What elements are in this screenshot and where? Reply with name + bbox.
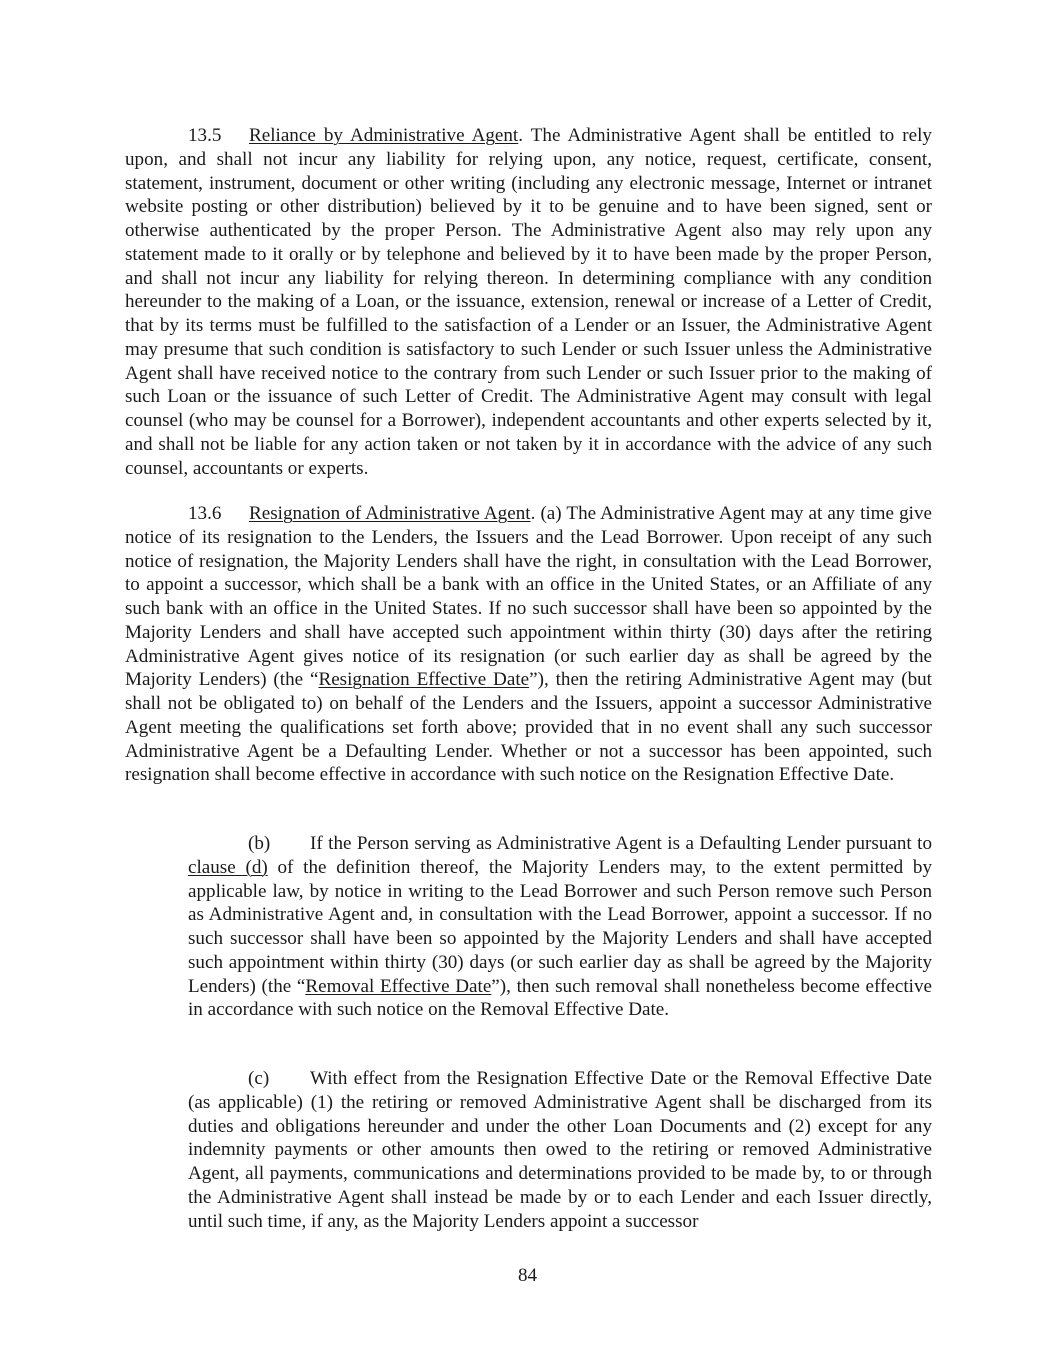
section-body: . The Administrative Agent shall be entitled to rely upon, and shall not incur any liability for relying upon, any notice, request, certificate, consent, statement, instrument, document or other writing (including any electronic message, Internet or intranet website posting or other distribution) believed by it to be genuine and to have been signed, sent or otherwise authenticated by the proper Person. The Administrative Agent also may rely upon any statement made to it orally or by telephone and believed by it to have been made by the proper Person, and shall not incur any liability for relying thereon. In determining compliance with any condition hereunder to the making of a Loan, or the issuance, extension, renewal or increase of a Letter of Credit, that by its terms must be fulfilled to the satisfaction of a Lender or an Issuer, the Administrative Agent may presume that such condition is satisfactory to such Lender or such Issuer unless the Administrative Agent shall have received notice to the contrary from such Lender or such Issuer prior to the making of such Loan or the issuance of such Letter of Credit. The Administrative Agent may consult with legal counsel (who may be counsel for a Borrower), independent accountants and other experts selected by it, and shall not be liable for any action taken or not taken by it in accordance with the advice of any such counsel, accountants or experts. xyxy=(125,125,932,479)
section-number: 13.5 xyxy=(188,125,222,146)
paragraph-text: With effect from the Resignation Effective Date or the Removal Effective Date (as applicable) (1) the retiring or removed Administrative Agent shall be discharged from its duties and obligations hereunder and under the other Loan Documents and (2) except for any indemnity payments or other amounts then owed to the retiring or removed Administrative Agent, all payments, communications and determinations provided to be made by, to or through the Administrative Agent shall instead be made by or to each Lender and each Issuer directly, until such time, if any, as the Majority Lenders appoint a successor xyxy=(188,1068,932,1232)
clause-reference: clause (d) xyxy=(188,856,268,878)
section-13-6-paragraph-b xyxy=(188,832,932,1022)
paragraph-text: If the Person serving as Administrative Agent is a Defaulting Lender pursuant to xyxy=(310,833,932,854)
section-heading: Resignation of Administrative Agent xyxy=(249,503,531,524)
section-number: 13.6 xyxy=(188,503,222,524)
paragraph-text: . (a) The Administrative Agent may at any time give notice of its resignation to the Lenders, the Issuers and the Lead Borrower. Upon receipt of any such notice of resignation, the Majority Lenders shall have the right, in consultation with the Lead Borrower, to appoint a successor, which shall be a bank with an office in the United States, or an Affiliate of any such bank with an office in the United States. If no such successor shall have been so appointed by the Majority Lenders and shall have accepted such appointment within thirty (30) days after the retiring Administrative Agent gives notice of its resignation (or such earlier day as shall be agreed by the Majority Lenders) (the “ xyxy=(125,503,932,691)
paragraph-text: ”), then such removal shall nonetheless become effective in accordance with such notice on the Removal Effective Date. xyxy=(188,975,932,1021)
paragraph-text: of the definition thereof, the Majority Lenders may, to the extent permitted by applicable law, by notice in writing to the Lead Borrower and such Person remove such Person as Administrative Agent and, in consultation with the Lead Borrower, appoint a successor. If no such successor shall have been so appointed by the Majority Lenders and shall have accepted such appointment within thirty (30) days (or such earlier day as shall be agreed by the Majority Lenders) (the “ xyxy=(188,856,932,997)
subsection-label: (b) xyxy=(248,833,271,854)
section-13-6-paragraph-a xyxy=(125,502,932,787)
section-heading: Reliance by Administrative Agent xyxy=(249,125,519,146)
paragraph-text: ”), then the retiring Administrative Agent may (but shall not be obligated to) on behalf of the Lenders and the Issuers, appoint a successor Administrative Agent meeting the qualifications set forth above; provided that in no event shall any such successor Administrative Agent be a Defaulting Lender. Whether or not a successor has been appointed, such resignation shall become effective in accordance with such notice on the Resignation Effective Date. xyxy=(125,669,932,786)
defined-term: Removal Effective Date xyxy=(305,975,492,997)
subsection-label: (c) xyxy=(248,1068,270,1089)
section-13-5-paragraph xyxy=(125,124,932,480)
defined-term: Resignation Effective Date xyxy=(318,669,530,691)
page-number: 84 xyxy=(517,1265,538,1286)
section-13-6-paragraph-c xyxy=(188,1067,932,1233)
